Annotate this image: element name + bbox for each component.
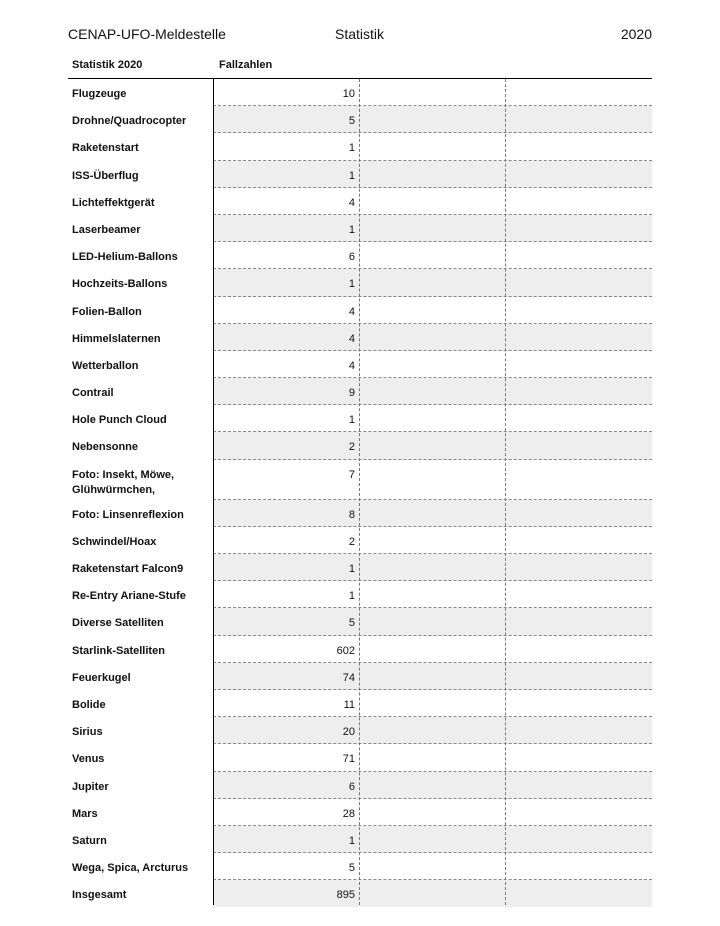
row-label: Hochzeits-Ballons [72,278,168,291]
table-row [68,460,652,500]
row-value: 895 [336,889,355,902]
row-label: Feuerkugel [72,671,131,684]
column-divider [359,79,360,905]
page-title: Statistik [335,26,385,42]
column-divider [505,79,506,905]
row-value: 1 [348,169,355,182]
page-header [68,26,652,46]
row-label: Himmelslaternen [72,332,161,345]
row-value: 4 [348,332,355,345]
table-row [68,79,652,106]
table-row [68,663,652,690]
table-row [68,636,652,663]
row-value: 11 [343,698,355,711]
row-label: Saturn [72,834,107,847]
table-row [68,744,652,771]
table-row [68,161,652,188]
row-value: 1 [348,278,355,291]
row-value: 2 [348,535,355,548]
table-row [68,215,652,242]
table-row [68,188,652,215]
table-row [68,269,652,296]
table-row [68,581,652,608]
row-label: Starlink-Satelliten [72,644,165,657]
row-label: Bolide [72,698,106,711]
row-value: 20 [342,726,355,739]
row-value: 10 [342,88,355,100]
table-row [68,554,652,581]
row-label: Laserbeamer [72,223,141,236]
row-label: LED-Helium-Ballons [72,251,178,264]
row-label: Raketenstart Falcon9 [72,563,184,575]
table-row [68,853,652,880]
row-label: Drohne/Quadrocopter [72,115,187,128]
row-label: Sirius [72,726,103,739]
table-row [68,500,652,527]
table-row [68,405,652,432]
row-value: 1 [348,563,355,575]
row-value: 602 [336,644,355,657]
row-value: 6 [348,251,355,264]
row-value: 8 [348,508,355,521]
table-row [68,690,652,717]
row-label: Lichteffektgerät [72,196,155,209]
table-row [68,772,652,799]
row-value: 5 [348,115,355,128]
row-label: Jupiter [72,780,109,793]
table-row [68,351,652,378]
column-header-count: Fallzahlen [219,59,273,71]
row-value: 1 [348,142,355,155]
row-value: 4 [348,359,355,372]
statistics-table [68,79,652,905]
row-value: 4 [348,305,355,318]
row-label: Flugzeuge [72,88,127,100]
row-label: Re-Entry Ariane-Stufe [72,590,186,603]
row-label: Schwindel/Hoax [72,535,157,548]
row-label: Mars [72,807,98,820]
table-row [68,378,652,405]
row-value: 4 [348,196,355,209]
table-row [68,324,652,351]
column-header-category: Statistik 2020 [72,59,143,71]
row-label: Foto: Insekt, Möwe, Glühwürmchen, [72,468,175,496]
organization-name: CENAP-UFO-Meldestelle [68,26,226,42]
table-row [68,527,652,554]
table-row [68,826,652,853]
table-header [68,56,652,79]
row-value: 1 [348,414,355,427]
row-value: 28 [342,807,355,820]
table-row [68,880,652,907]
row-label: Nebensonne [72,441,139,454]
row-value: 5 [348,617,355,630]
table-row [68,297,652,324]
row-value: 71 [342,753,355,766]
row-value: 74 [342,671,355,684]
table-row [68,432,652,459]
table-row [68,608,652,635]
row-label: Wetterballon [72,359,139,372]
table-row [68,106,652,133]
table-row [68,242,652,269]
row-value: 1 [348,834,355,847]
row-label: Hole Punch Cloud [72,414,167,427]
row-label: ISS-Überflug [72,169,139,182]
table-row [68,717,652,744]
row-label: Wega, Spica, Arcturus [72,862,189,875]
row-label: Diverse Satelliten [72,617,164,630]
row-value: 6 [348,780,355,793]
row-label: Raketenstart [72,142,139,155]
table-row [68,799,652,826]
row-value: 7 [348,468,355,481]
table-row [68,133,652,160]
row-value: 1 [348,590,355,603]
row-label: Venus [72,753,105,766]
row-label: Folien-Ballon [72,305,142,318]
year-label: 2020 [620,26,652,42]
row-label: Foto: Linsenreflexion [72,508,184,521]
column-divider [213,79,214,905]
row-value: 5 [348,862,355,875]
row-value: 1 [348,223,355,236]
row-value: 9 [348,387,355,400]
row-label: Insgesamt [72,889,127,902]
row-value: 2 [348,441,355,454]
row-label: Contrail [72,387,114,400]
